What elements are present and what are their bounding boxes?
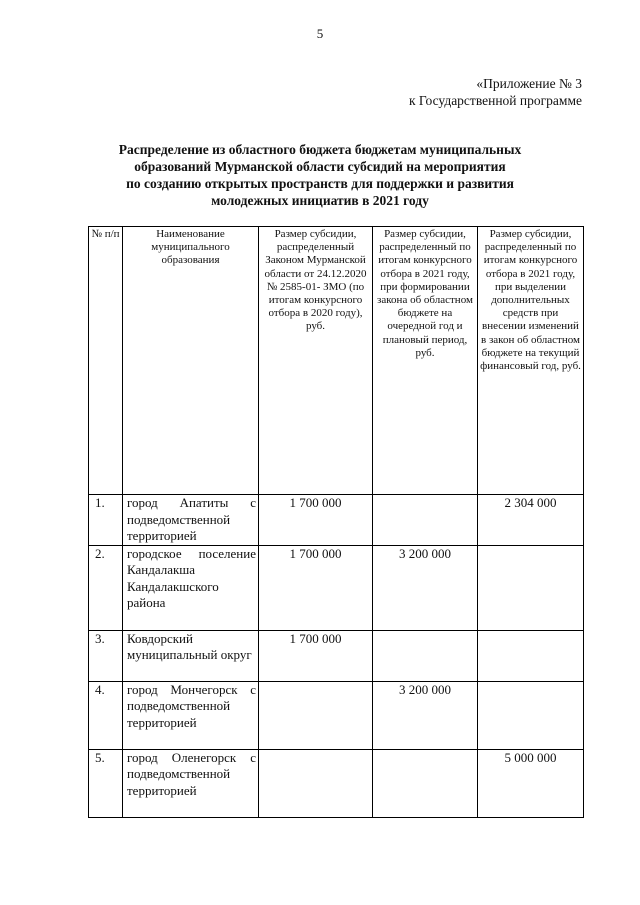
subsidy-table [88,226,584,818]
row-number: 2. [89,545,123,630]
document-title [80,141,560,209]
table-row [89,630,584,681]
subsidy-law-2020 [259,681,373,749]
subsidy-formation-2021 [373,749,478,817]
municipality-name: городское поселение Кандалакша Кандалакшского района [123,545,259,630]
subsidy-law-2020: 1 700 000 [259,545,373,630]
subsidy-additional-2021 [478,681,584,749]
row-number: 1. [89,495,123,546]
table-row [89,545,584,630]
subsidy-law-2020 [259,749,373,817]
municipality-name: город Оленегорск с подведомственной территорией [123,749,259,817]
table-row [89,749,584,817]
subsidy-law-2020: 1 700 000 [259,495,373,546]
header-subsidy-additional-2021: Размер субсидии, распределенный по итогам конкурсного отбора в 2021 году, при выделении дополнительных средств при внесении изменений в закон об областном бюджете на текущий финансовый год, руб. [478,227,584,495]
subsidy-formation-2021 [373,495,478,546]
header-number: № п/п [89,227,123,495]
row-number: 4. [89,681,123,749]
header-municipality: Наименование муниципального образования [123,227,259,495]
appendix-line: «Приложение № 3 [476,76,582,91]
page-number: 5 [316,26,324,41]
title-line: образований Мурманской области субсидий на мероприятия [134,159,506,174]
subsidy-formation-2021: 3 200 000 [373,545,478,630]
header-subsidy-law-2020: Размер субсидии, распределенный Законом Мурманской области от 24.12.2020 № 2585-01- ЗМО (по итогам конкурсного отбора в 2020 году), руб. [259,227,373,495]
municipality-name: город Мончегорск с подведомственной территорией [123,681,259,749]
subsidy-formation-2021: 3 200 000 [373,681,478,749]
subsidy-formation-2021 [373,630,478,681]
header-subsidy-formation-2021: Размер субсидии, распределенный по итогам конкурсного отбора в 2021 году, при формировании закона об областном бюджете на очередной год и плановый период, руб. [373,227,478,495]
subsidy-additional-2021 [478,630,584,681]
title-line: молодежных инициатив в 2021 году [211,193,429,208]
municipality-name: Ковдорский муниципальный округ [123,630,259,681]
table-header-row [89,227,584,495]
title-line: по созданию открытых пространств для поддержки и развития [126,176,514,191]
row-number: 3. [89,630,123,681]
subsidy-additional-2021: 2 304 000 [478,495,584,546]
title-line: Распределение из областного бюджета бюджетам муниципальных [118,142,522,157]
appendix-line: к Государственной программе [408,93,582,108]
row-number: 5. [89,749,123,817]
municipality-name: город Апатиты с подведомственной территорией [123,495,259,546]
subsidy-additional-2021 [478,545,584,630]
appendix-reference [409,75,582,109]
table-row [89,495,584,546]
subsidy-additional-2021: 5 000 000 [478,749,584,817]
subsidy-law-2020: 1 700 000 [259,630,373,681]
table-row [89,681,584,749]
